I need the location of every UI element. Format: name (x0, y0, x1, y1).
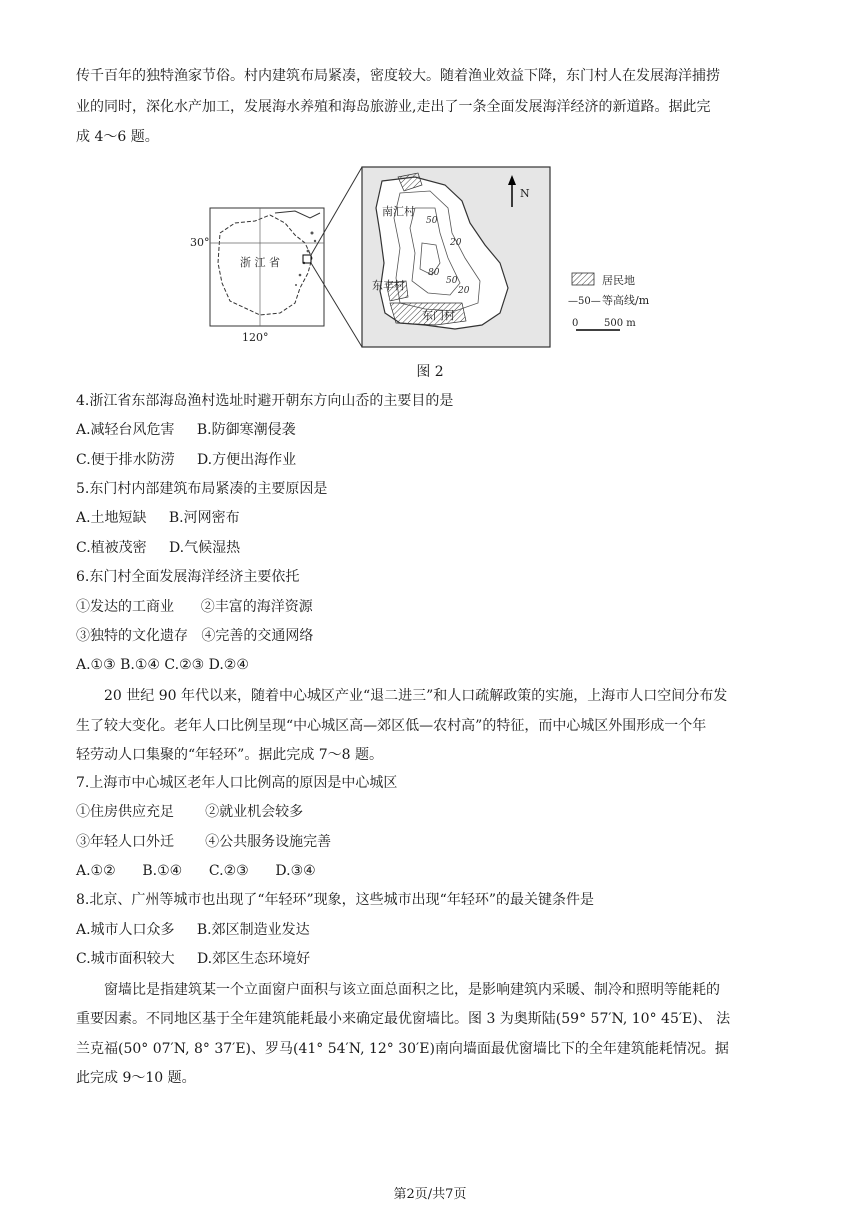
q5-stem: 5.东门村内部建筑布局紧凑的主要原因是 (76, 481, 328, 497)
q7-stem: 7.上海市中心城区老年人口比例高的原因是中心城区 (76, 775, 398, 791)
q7-item-1: ①住房供应充足 (76, 804, 174, 820)
passage3-line-1: 窗墙比是指建筑某一个立面窗户面积与该立面总面积之比，是影响建筑内采暖、制冷和照明等能耗的 (104, 982, 720, 998)
q7-item-2: ②就业机会较多 (205, 804, 304, 820)
intro-line-1: 传千百年的独特渔家节俗。村内建筑布局紧凑，密度较大。随着渔业效益下降，东门村人在发展海洋捕捞 (76, 68, 720, 84)
contour-label-3: 80 (428, 268, 440, 278)
q6-stem: 6.东门村全面发展海洋经济主要依托 (76, 569, 300, 585)
lat-label: 30° (190, 236, 210, 249)
q7-options (76, 861, 316, 881)
q5-option-a: A.土地短缺 (76, 510, 147, 526)
intro-line-3: 成 4～6 题。 (76, 129, 159, 145)
passage2-line-3: 轻劳动人口集聚的“年轻环”。据此完成 7～8 题。 (76, 747, 384, 763)
scale-value: 500 m (604, 318, 636, 329)
q7-option-d: D.③④ (275, 863, 316, 879)
village-dongmen: 东门村 (422, 309, 455, 322)
q5-options-row1 (76, 508, 240, 528)
province-label: 浙 江 省 (240, 256, 280, 269)
q6-item-3: ③独特的文化遗存 (76, 628, 188, 644)
q4-stem: 4.浙江省东部海岛渔村选址时避开朝东方向山岙的主要目的是 (76, 393, 454, 409)
q7-items-row2 (76, 832, 331, 852)
figure-caption: 图 2 (416, 364, 444, 380)
q5-option-b: B.河网密布 (168, 510, 240, 526)
contour-label-5: 20 (458, 286, 470, 296)
q8-options-row1 (76, 920, 310, 940)
q4-options-row2 (76, 450, 296, 470)
q8-stem: 8.北京、广州等城市也出现了“年轻环”现象，这些城市出现“年轻环”的最关键条件是 (76, 892, 594, 908)
q6-options: A.①③ B.①④ C.②③ D.②④ (76, 657, 249, 673)
contour-label-1: 50 (426, 216, 438, 226)
q6-items-row2 (76, 626, 313, 646)
passage2-line-2: 生了较大变化。老年人口比例呈现“中心城区高—郊区低—农村高”的特征，而中心城区外围形成一个年 (76, 718, 707, 734)
scale-zero: 0 (572, 318, 579, 329)
q8-option-c: C.城市面积较大 (76, 951, 175, 967)
north-label: N (520, 187, 530, 200)
q4-option-c: C.便于排水防涝 (76, 452, 175, 468)
q7-item-3: ③年轻人口外迁 (76, 834, 174, 850)
contour-label-2: 20 (450, 238, 462, 248)
q7-items-row1 (76, 802, 303, 822)
page-footer: 第2页/共7页 (393, 1187, 467, 1202)
q6-item-4: ④完善的交通网络 (201, 628, 314, 644)
q6-item-2: ②丰富的海洋资源 (200, 599, 313, 615)
legend-contour: 等高线/m (602, 294, 650, 307)
village-dongfeng: 东丰村 (372, 279, 405, 292)
q5-option-c: C.植被茂密 (76, 540, 147, 556)
passage2-line-1: 20 世纪 90 年代以来，随着中心城区产业“退二进三”和人口疏解政策的实施，上海市人口空间分布发 (104, 688, 728, 704)
legend-contour-sample: —50— (568, 296, 601, 307)
q8-option-d: D.郊区生态环境好 (196, 951, 311, 967)
contour-label-4: 50 (446, 276, 458, 286)
q4-option-a: A.减轻台风危害 (76, 422, 175, 438)
passage3-line-4: 此完成 9～10 题。 (76, 1070, 196, 1086)
q8-option-b: B.郊区制造业发达 (196, 922, 310, 938)
legend-settlement-swatch (572, 273, 594, 285)
figure-2-map (190, 163, 720, 355)
q6-item-1: ①发达的工商业 (76, 599, 174, 615)
legend-settlement: 居民地 (602, 274, 635, 287)
passage3-line-3: 兰克福(50° 07′N, 8° 37′E)、罗马(41° 54′N, 12° 30′E)南向墙面最优窗墙比下的全年建筑能耗情况。据 (76, 1041, 729, 1057)
intro-line-2: 业的同时，深化水产加工，发展海水养殖和海岛旅游业,走出了一条全面发展海洋经济的新道路。据此完 (76, 99, 711, 115)
q5-option-d: D.气候湿热 (168, 540, 241, 556)
village-nanhui: 南汇村 (382, 205, 415, 218)
lon-label: 120° (242, 331, 269, 344)
q7-option-a: A.①② (76, 863, 116, 879)
q5-options-row2 (76, 538, 240, 558)
q4-option-b: B.防御寒潮侵袭 (196, 422, 296, 438)
q4-option-d: D.方便出海作业 (196, 452, 297, 468)
q4-options-row1 (76, 420, 296, 440)
q8-options-row2 (76, 949, 310, 969)
q8-option-a: A.城市人口众多 (76, 922, 175, 938)
q7-option-b: B.①④ (142, 863, 183, 879)
q7-item-4: ④公共服务设施完善 (205, 834, 332, 850)
q6-items-row1 (76, 597, 313, 617)
q7-option-c: C.②③ (208, 863, 249, 879)
passage3-line-2: 重要因素。不同地区基于全年建筑能耗最小来确定最优窗墙比。图 3 为奥斯陆(59° 57′N, 10° 45′E)、 法 (76, 1011, 731, 1027)
